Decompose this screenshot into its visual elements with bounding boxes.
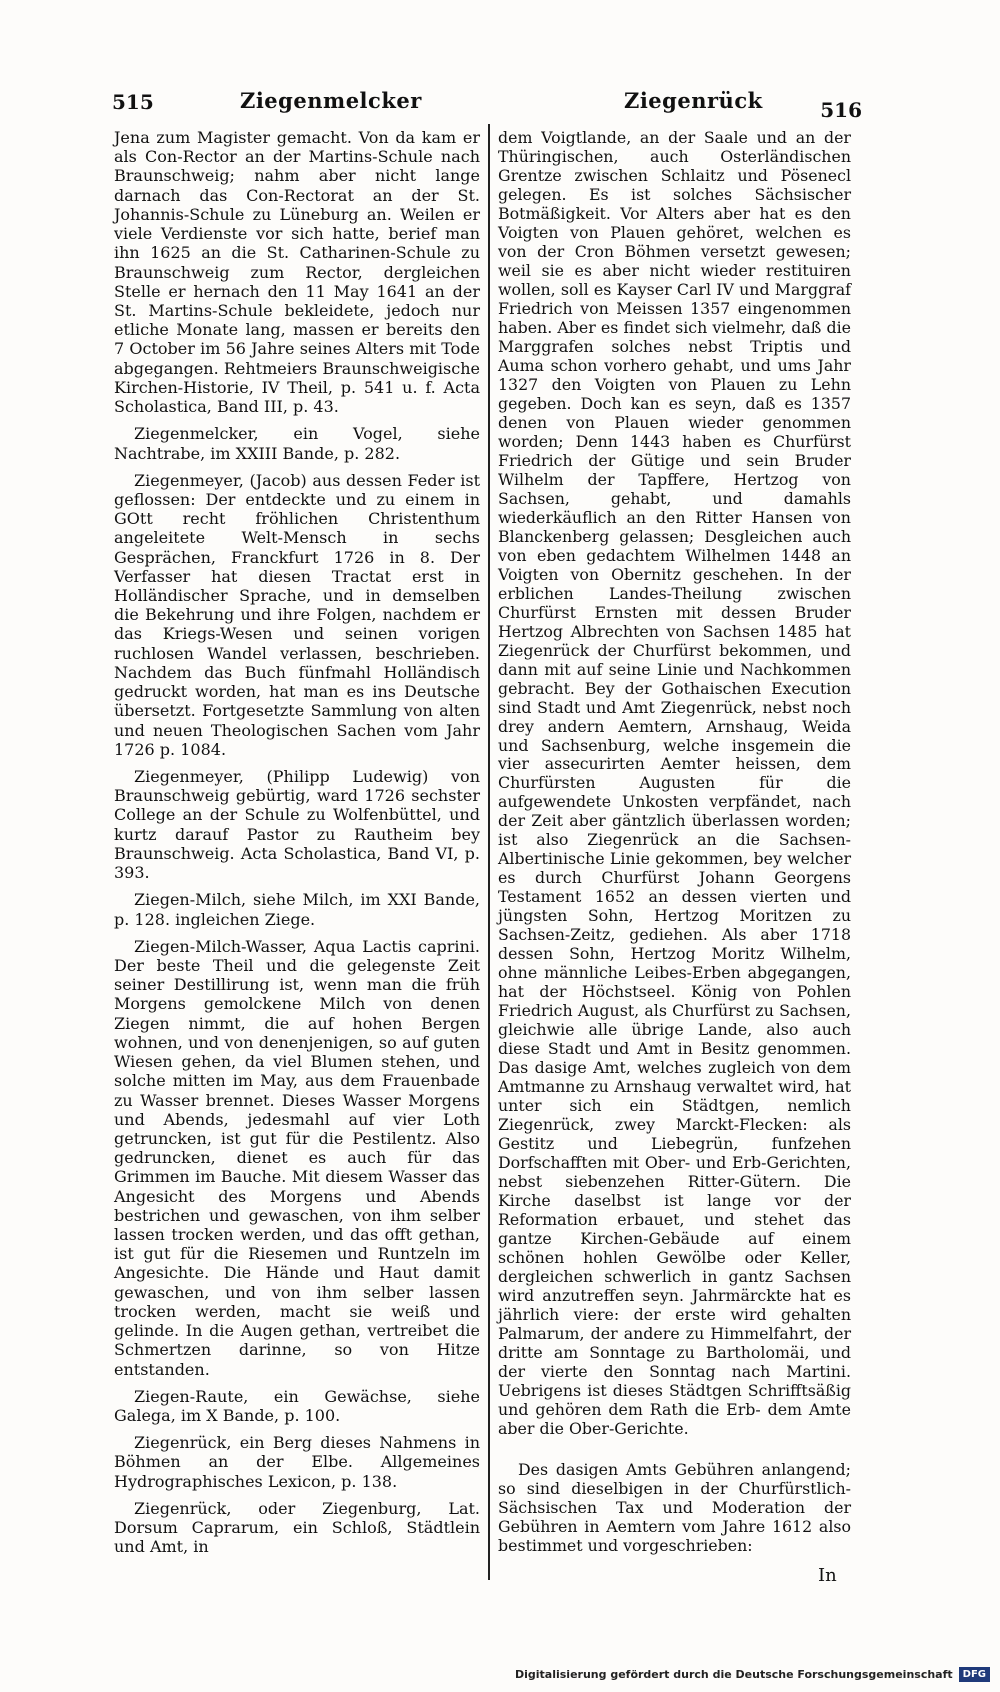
paragraph-ziegenrueck-continued: dem Voigtlande, an der Saale und an der Thüringischen, auch Osterländischen Grentze zwischen Schlaitz und Pösenecl gelegen. Es ist solches Sächsischer Botmäßigkeit. Vor Alters aber hat es den Voigten von Plauen gehöret, welchen es von der Cron Böhmen versetzt gewesen; weil sie es aber nicht wieder restituiren wollen, soll es Kayser Carl IV und Marggraf Friedrich von Meissen 1357 eingenommen haben. Aber es findet sich vielmehr, daß die Marggrafen solches nebst Triptis und Auma schon vorhero gehabt, und ums Jahr 1327 den Voigten von Plauen zu Lehn gegeben. Doch kan es seyn, daß es 1357 denen von Plauen wieder genommen worden; Denn 1443 haben es Churfürst Friedrich der Gütige und sein Bruder Wilhelm der Tapffere, Hertzog von Sachsen, gehabt, und damahls wiederkäuflich an den Ritter Hansen von Blanckenberg gelassen; Desgleichen auch von eben gedachtem Wilhelmen 1448 an Voigten von Obernitz geschehen. In der erblichen Landes-Theilung zwischen Churfürst Ernsten mit dessen Bruder Hertzog Albrechten von Sachsen 1485 hat Ziegenrück der Churfürst bekommen, und dann mit auf seine Linie und Nachkommen gebracht. Bey der Gothaischen Execution sind Stadt und Amt Ziegenrück, nebst noch drey andern Aemtern, Arnshaug, Weida und Sachsenburg, welche insgemein die vier assecurirten Aemter heissen, dem Churfürsten Augusten für die aufgewendete Unkosten verpfändet, nach der Zeit aber gäntzlich überlassen worden; ist also Ziegenrück an die Sachsen-Albertinische Linie gekommen, bey welcher es durch Churfürst Johann Georgens Testament 1652 an dessen vierten und jüngsten Sohn, Hertzog Moritzen zu Sachsen-Zeitz, gediehen. Als aber 1718 dessen Sohn, Hertzog Moritz Wilhelm, ohne männliche Leibes-Erben abgegangen, hat der Höchstseel. König von Pohlen Friedrich August, als Churfürst zu Sachsen, gleichwie alle übrige Lande, also auch diese Stadt und Amt in Besitz genommen. Das dasige Amt, welches zugleich von dem Amtmanne zu Arnshaug verwaltet wird, hat unter sich ein Städtgen, nemlich Ziegenrück, zwey Marckt-Flecken: als Gestitz und Liebegrün, funfzehen Dorfschafften mit Ober- und Erb-Gerichten, nebst siebenzehen Ritter-Gütern. Die Kirche daselbst ist lange vor der Reformation erbauet, und stehet das gantze Kirchen-Gebäude auf einem schönen hohlen Gewölbe oder Keller, dergleichen schwerlich in gantz Sachsen wird anzutreffen seyn. Jahrmärckte hat es jährlich viere: der erste wird gehalten Palmarum, der andere zu Himmelfahrt, der dritte am Sonntage zu Bartholomäi, und der vierte den Sonntag nach Martini. Uebrigens ist dieses Städtgen Schrifftsäßig und gehören dem Rath die Erb- dem Amte aber die Ober-Gerichte. <box>498 128 851 1438</box>
entry-ziegenmeyer-jacob: Ziegenmeyer, (Jacob) aus dessen Feder ist geflossen: Der entdeckte und zu einem in GOtt recht fröhlichen Christenthum angeleitete Welt-Mensch in sechs Gesprächen, Franckfurt 1726 in 8. Der Verfasser hat diesen Tractat erst in Holländischer Sprache, und in demselben die Bekehrung und ihre Folgen, nachdem er das Kriegs-Wesen und seinen vorigen ruchlosen Wandel verlassen, beschrieben. Nachdem das Buch fünfmahl Holländisch gedruckt worden, hat man es ins Deutsche übersetzt. Fortgesetzte Sammlung von alten und neuen Theologischen Sachen vom Jahr 1726 p. 1084. <box>114 470 480 759</box>
right-column <box>498 128 851 1555</box>
footer-text: Digitalisierung gefördert durch die Deutsche Forschungsgemeinschaft <box>514 1667 953 1681</box>
right-page-number: 516 <box>820 98 862 122</box>
page-header <box>112 88 862 128</box>
paragraph-continuation: Jena zum Magister gemacht. Von da kam er als Con-Rector an der Martins-Schule nach Braunschweig; nahm aber nicht lange darnach das Con-Rectorat an der St. Johannis-Schule zu Lüneburg an. Weilen er viele Verdienste vor sich hatte, berief man ihn 1625 an die St. Catharinen-Schule zu Braunschweig zum Rector, dergleichen Stelle er hernach den 11 May 1641 an der St. Martins-Schule bekleidete, jedoch nur etliche Monate lang, massen er bereits den 7 October im 56 Jahre seines Alters mit Tode abgegangen. Rehtmeiers Braunschweigische Kirchen-Historie, IV Theil, p. 541 u. f. Acta Scholastica, Band III, p. 43. <box>114 128 480 417</box>
entry-ziegenrueck-berg: Ziegenrück, ein Berg dieses Nahmens in Böhmen an der Elbe. Allgemeines Hydrographisches Lexicon, p. 138. <box>114 1433 480 1491</box>
right-headword: Ziegenrück <box>624 88 763 113</box>
left-headword: Ziegenmelcker <box>240 88 422 113</box>
entry-ziegen-raute: Ziegen-Raute, ein Gewächse, siehe Galega, im X Bande, p. 100. <box>114 1386 480 1425</box>
dfg-logo-icon: DFG <box>959 1667 990 1682</box>
entry-ziegenmeyer-philipp: Ziegenmeyer, (Philipp Ludewig) von Braunschweig gebürtig, ward 1726 sechster College an der Schule zu Wolfenbüttel, und kurtz darauf Pastor zu Rautheim bey Braunschweig. Acta Scholastica, Band VI, p. 393. <box>114 767 480 883</box>
catchword: In <box>818 1565 837 1586</box>
digitization-footer <box>515 1664 990 1684</box>
left-page-number: 515 <box>112 90 154 114</box>
entry-ziegenmelcker: Ziegenmelcker, ein Vogel, siehe Nachtrabe, im XXIII Bande, p. 282. <box>114 424 480 463</box>
column-divider <box>488 124 490 1580</box>
left-column <box>114 128 480 1557</box>
paragraph-amts-gebuehren: Des dasigen Amts Gebühren anlangend; so sind dieselbigen in der Churfürstlich-Sächsischen Tax und Moderation der Gebühren in Aemtern vom Jahre 1612 also bestimmet und vorgeschrieben: <box>498 1459 851 1555</box>
entry-ziegenrueck-schloss: Ziegenrück, oder Ziegenburg, Lat. Dorsum Caprarum, ein Schloß, Städtlein und Amt, in <box>114 1498 480 1557</box>
entry-ziegen-milch-wasser: Ziegen-Milch-Wasser, Aqua Lactis caprini. Der beste Theil und die gelegenste Zeit seiner Destillirung ist, wenn man die früh Morgens gemolckene Milch von denen Ziegen nimmt, die auf hohen Bergen wohnen, und von denenjenigen, so auf guten Wiesen gehen, da viel Blumen stehen, und solche mitten im May, aus dem Frauenbade zu Wasser brennet. Dieses Wasser Morgens und Abends, jedesmahl auf vier Loth getruncken, ist gut für die Pestilentz. Also gedruncken, dienet es auch für das Grimmen im Bauche. Mit diesem Wasser das Angesicht des Morgens und Abends bestrichen und gewaschen, von ihm selber lassen trocken werden, und das offt gethan, ist gut für die Riesemen und Runtzeln im Angesichte. Die Hände und Haut damit gewaschen, und von ihm selber lassen trocken werden, macht sie weiß und gelinde. In die Augen gethan, vertreibet die Schmertzen darinne, so von Hitze entstanden. <box>114 936 480 1379</box>
entry-ziegen-milch: Ziegen-Milch, siehe Milch, im XXI Bande, p. 128. ingleichen Ziege. <box>114 890 480 929</box>
